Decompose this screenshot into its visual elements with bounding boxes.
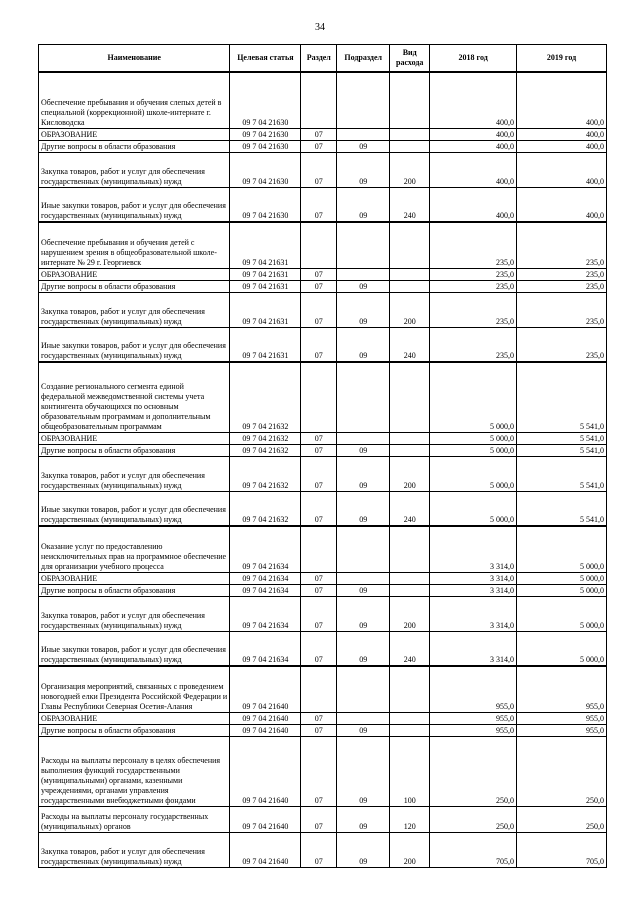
cell-section	[301, 362, 337, 432]
cell-section: 07	[301, 128, 337, 140]
cell-article: 09 7 04 21640	[230, 736, 301, 806]
cell-2019: 705,0	[517, 832, 607, 867]
cell-section	[301, 72, 337, 128]
cell-expense-type	[390, 666, 430, 712]
cell-article: 09 7 04 21634	[230, 631, 301, 666]
cell-article: 09 7 04 21632	[230, 444, 301, 456]
cell-2018: 400,0	[430, 152, 517, 187]
cell-2019: 955,0	[517, 724, 607, 736]
cell-subsection	[337, 72, 390, 128]
cell-name: Другие вопросы в области образования	[39, 280, 230, 292]
table-header-row	[39, 45, 607, 73]
table-row	[39, 327, 607, 362]
cell-expense-type	[390, 72, 430, 128]
cell-name: Закупка товаров, работ и услуг для обеспечения государственных (муниципальных) нужд	[39, 832, 230, 867]
cell-2019: 955,0	[517, 712, 607, 724]
cell-subsection	[337, 432, 390, 444]
cell-section	[301, 666, 337, 712]
table-row	[39, 491, 607, 526]
cell-article: 09 7 04 21632	[230, 362, 301, 432]
cell-2018: 235,0	[430, 292, 517, 327]
cell-2018: 5 000,0	[430, 444, 517, 456]
cell-2018: 3 314,0	[430, 526, 517, 572]
table-body	[39, 72, 607, 867]
cell-article: 09 7 04 21631	[230, 222, 301, 268]
cell-subsection: 09	[337, 140, 390, 152]
cell-name: Обеспечение пребывания и обучения слепых детей в специальной (коррекционной) школе-интернате г. Кисловодска	[39, 72, 230, 128]
cell-expense-type	[390, 444, 430, 456]
table-row	[39, 432, 607, 444]
cell-expense-type	[390, 128, 430, 140]
cell-2018: 955,0	[430, 666, 517, 712]
cell-2019: 5 541,0	[517, 432, 607, 444]
cell-section: 07	[301, 806, 337, 832]
column-header-expense-type: Вид расхода	[390, 45, 430, 73]
table-row	[39, 292, 607, 327]
cell-section: 07	[301, 444, 337, 456]
table-row	[39, 72, 607, 128]
cell-2018: 250,0	[430, 736, 517, 806]
table-row	[39, 832, 607, 867]
cell-article: 09 7 04 21632	[230, 456, 301, 491]
cell-name: ОБРАЗОВАНИЕ	[39, 268, 230, 280]
cell-subsection	[337, 268, 390, 280]
cell-2018: 3 314,0	[430, 572, 517, 584]
cell-expense-type: 200	[390, 152, 430, 187]
table-row	[39, 362, 607, 432]
table-row	[39, 736, 607, 806]
cell-article: 09 7 04 21640	[230, 806, 301, 832]
table-row	[39, 631, 607, 666]
cell-subsection	[337, 666, 390, 712]
cell-expense-type: 200	[390, 596, 430, 631]
cell-expense-type	[390, 140, 430, 152]
cell-name: Создание регионального сегмента единой федеральной межведомственной системы учета контингента обучающихся по основным образовательным программам и дополнительным общеобразовательным программам	[39, 362, 230, 432]
cell-name: Иные закупки товаров, работ и услуг для обеспечения государственных (муниципальных) нужд	[39, 631, 230, 666]
cell-subsection: 09	[337, 456, 390, 491]
cell-section: 07	[301, 292, 337, 327]
cell-section: 07	[301, 140, 337, 152]
table-row	[39, 806, 607, 832]
cell-2018: 3 314,0	[430, 584, 517, 596]
cell-2018: 400,0	[430, 72, 517, 128]
column-header-subsection: Подраздел	[337, 45, 390, 73]
cell-name: Другие вопросы в области образования	[39, 140, 230, 152]
cell-section: 07	[301, 724, 337, 736]
table-row	[39, 268, 607, 280]
cell-subsection: 09	[337, 736, 390, 806]
table-row	[39, 584, 607, 596]
cell-2019: 400,0	[517, 128, 607, 140]
cell-2019: 400,0	[517, 187, 607, 222]
column-header-2018: 2018 год	[430, 45, 517, 73]
cell-expense-type	[390, 362, 430, 432]
cell-name: Иные закупки товаров, работ и услуг для обеспечения государственных (муниципальных) нужд	[39, 327, 230, 362]
cell-2018: 3 314,0	[430, 596, 517, 631]
cell-2019: 235,0	[517, 292, 607, 327]
cell-expense-type: 200	[390, 832, 430, 867]
cell-section: 07	[301, 280, 337, 292]
cell-section: 07	[301, 327, 337, 362]
cell-section: 07	[301, 596, 337, 631]
table-row	[39, 140, 607, 152]
cell-expense-type	[390, 526, 430, 572]
column-header-name: Наименование	[39, 45, 230, 73]
cell-expense-type	[390, 432, 430, 444]
table-row	[39, 712, 607, 724]
cell-2019: 5 000,0	[517, 631, 607, 666]
cell-2019: 235,0	[517, 268, 607, 280]
cell-subsection	[337, 128, 390, 140]
cell-subsection: 09	[337, 806, 390, 832]
cell-section	[301, 222, 337, 268]
cell-name: Закупка товаров, работ и услуг для обеспечения государственных (муниципальных) нужд	[39, 596, 230, 631]
cell-section: 07	[301, 572, 337, 584]
cell-2019: 5 000,0	[517, 526, 607, 572]
cell-name: Другие вопросы в области образования	[39, 584, 230, 596]
cell-2019: 400,0	[517, 140, 607, 152]
cell-subsection	[337, 222, 390, 268]
column-header-article: Целевая статья	[230, 45, 301, 73]
cell-name: Организация мероприятий, связанных с проведением новогодней елки Президента Российской Федерации и Главы Республики Северная Осетия-Алания	[39, 666, 230, 712]
cell-name: Иные закупки товаров, работ и услуг для обеспечения государственных (муниципальных) нужд	[39, 491, 230, 526]
cell-subsection: 09	[337, 584, 390, 596]
column-header-section: Раздел	[301, 45, 337, 73]
cell-article: 09 7 04 21640	[230, 712, 301, 724]
cell-section: 07	[301, 152, 337, 187]
cell-article: 09 7 04 21634	[230, 596, 301, 631]
cell-2018: 235,0	[430, 268, 517, 280]
cell-subsection	[337, 572, 390, 584]
cell-expense-type: 240	[390, 187, 430, 222]
cell-article: 09 7 04 21632	[230, 491, 301, 526]
cell-section: 07	[301, 432, 337, 444]
cell-section: 07	[301, 631, 337, 666]
cell-name: Закупка товаров, работ и услуг для обеспечения государственных (муниципальных) нужд	[39, 456, 230, 491]
cell-subsection: 09	[337, 832, 390, 867]
cell-name: Расходы на выплаты персоналу государственных (муниципальных) органов	[39, 806, 230, 832]
cell-article: 09 7 04 21634	[230, 526, 301, 572]
cell-2018: 955,0	[430, 712, 517, 724]
cell-subsection: 09	[337, 152, 390, 187]
cell-subsection: 09	[337, 444, 390, 456]
cell-section: 07	[301, 456, 337, 491]
cell-name: Иные закупки товаров, работ и услуг для обеспечения государственных (муниципальных) нужд	[39, 187, 230, 222]
cell-2018: 250,0	[430, 806, 517, 832]
cell-article: 09 7 04 21630	[230, 128, 301, 140]
cell-expense-type: 120	[390, 806, 430, 832]
cell-2018: 400,0	[430, 128, 517, 140]
cell-section	[301, 526, 337, 572]
cell-2018: 705,0	[430, 832, 517, 867]
cell-subsection: 09	[337, 724, 390, 736]
cell-article: 09 7 04 21640	[230, 666, 301, 712]
cell-2018: 235,0	[430, 327, 517, 362]
table-row	[39, 128, 607, 140]
cell-2019: 250,0	[517, 736, 607, 806]
table-row	[39, 280, 607, 292]
cell-name: ОБРАЗОВАНИЕ	[39, 128, 230, 140]
cell-2018: 5 000,0	[430, 491, 517, 526]
cell-2019: 5 000,0	[517, 572, 607, 584]
cell-section: 07	[301, 268, 337, 280]
cell-section: 07	[301, 712, 337, 724]
cell-name: Другие вопросы в области образования	[39, 444, 230, 456]
cell-2019: 400,0	[517, 72, 607, 128]
cell-name: Обеспечение пребывания и обучения детей с нарушением зрения в общеобразовательной школе-интернате № 29 г. Георгиевск	[39, 222, 230, 268]
cell-2018: 955,0	[430, 724, 517, 736]
cell-2019: 5 000,0	[517, 596, 607, 631]
cell-expense-type: 200	[390, 456, 430, 491]
cell-name: Другие вопросы в области образования	[39, 724, 230, 736]
table-row	[39, 187, 607, 222]
cell-expense-type	[390, 222, 430, 268]
cell-subsection: 09	[337, 292, 390, 327]
cell-subsection: 09	[337, 280, 390, 292]
cell-subsection: 09	[337, 631, 390, 666]
column-header-2019: 2019 год	[517, 45, 607, 73]
table-row	[39, 444, 607, 456]
cell-2019: 955,0	[517, 666, 607, 712]
table-row	[39, 456, 607, 491]
cell-name: Расходы на выплаты персоналу в целях обеспечения выполнения функций государственными (муниципальными) органами, казенными учреждениями, органами управления государственными внебюджетными фондами	[39, 736, 230, 806]
cell-article: 09 7 04 21632	[230, 432, 301, 444]
cell-2019: 235,0	[517, 222, 607, 268]
cell-expense-type	[390, 712, 430, 724]
page-number: 34	[315, 22, 325, 33]
cell-article: 09 7 04 21630	[230, 72, 301, 128]
table-row	[39, 572, 607, 584]
cell-article: 09 7 04 21640	[230, 832, 301, 867]
cell-2019: 250,0	[517, 806, 607, 832]
cell-article: 09 7 04 21631	[230, 327, 301, 362]
cell-subsection	[337, 712, 390, 724]
cell-section: 07	[301, 491, 337, 526]
cell-2018: 400,0	[430, 187, 517, 222]
cell-article: 09 7 04 21634	[230, 584, 301, 596]
cell-subsection	[337, 362, 390, 432]
cell-2018: 5 000,0	[430, 432, 517, 444]
cell-subsection: 09	[337, 596, 390, 631]
cell-article: 09 7 04 21631	[230, 292, 301, 327]
cell-article: 09 7 04 21630	[230, 140, 301, 152]
cell-2019: 5 541,0	[517, 444, 607, 456]
cell-2019: 5 541,0	[517, 491, 607, 526]
table-row	[39, 526, 607, 572]
cell-section: 07	[301, 736, 337, 806]
cell-2018: 235,0	[430, 280, 517, 292]
table-row	[39, 666, 607, 712]
table-row	[39, 724, 607, 736]
cell-expense-type: 240	[390, 491, 430, 526]
cell-article: 09 7 04 21630	[230, 187, 301, 222]
table-row	[39, 596, 607, 631]
cell-name: Закупка товаров, работ и услуг для обеспечения государственных (муниципальных) нужд	[39, 292, 230, 327]
cell-subsection: 09	[337, 491, 390, 526]
cell-name: ОБРАЗОВАНИЕ	[39, 712, 230, 724]
cell-subsection: 09	[337, 187, 390, 222]
cell-expense-type	[390, 572, 430, 584]
cell-2019: 5 541,0	[517, 456, 607, 491]
cell-expense-type: 200	[390, 292, 430, 327]
cell-2019: 235,0	[517, 327, 607, 362]
cell-section: 07	[301, 584, 337, 596]
cell-section: 07	[301, 187, 337, 222]
cell-section: 07	[301, 832, 337, 867]
cell-2019: 400,0	[517, 152, 607, 187]
cell-2018: 3 314,0	[430, 631, 517, 666]
cell-expense-type	[390, 280, 430, 292]
cell-name: ОБРАЗОВАНИЕ	[39, 432, 230, 444]
cell-expense-type	[390, 724, 430, 736]
cell-article: 09 7 04 21634	[230, 572, 301, 584]
cell-expense-type	[390, 268, 430, 280]
cell-expense-type: 240	[390, 631, 430, 666]
cell-expense-type: 240	[390, 327, 430, 362]
cell-subsection: 09	[337, 327, 390, 362]
cell-article: 09 7 04 21630	[230, 152, 301, 187]
cell-article: 09 7 04 21631	[230, 280, 301, 292]
cell-name: Закупка товаров, работ и услуг для обеспечения государственных (муниципальных) нужд	[39, 152, 230, 187]
cell-2018: 400,0	[430, 140, 517, 152]
cell-2019: 5 000,0	[517, 584, 607, 596]
cell-2018: 5 000,0	[430, 456, 517, 491]
cell-subsection	[337, 526, 390, 572]
cell-article: 09 7 04 21631	[230, 268, 301, 280]
cell-article: 09 7 04 21640	[230, 724, 301, 736]
cell-expense-type	[390, 584, 430, 596]
cell-name: ОБРАЗОВАНИЕ	[39, 572, 230, 584]
cell-name: Оказание услуг по предоставлению неисключительных прав на программное обеспечение для организации учебного процесса	[39, 526, 230, 572]
cell-expense-type: 100	[390, 736, 430, 806]
budget-table	[38, 44, 607, 868]
table-row	[39, 222, 607, 268]
cell-2019: 235,0	[517, 280, 607, 292]
cell-2019: 5 541,0	[517, 362, 607, 432]
cell-2018: 5 000,0	[430, 362, 517, 432]
table-row	[39, 152, 607, 187]
cell-2018: 235,0	[430, 222, 517, 268]
